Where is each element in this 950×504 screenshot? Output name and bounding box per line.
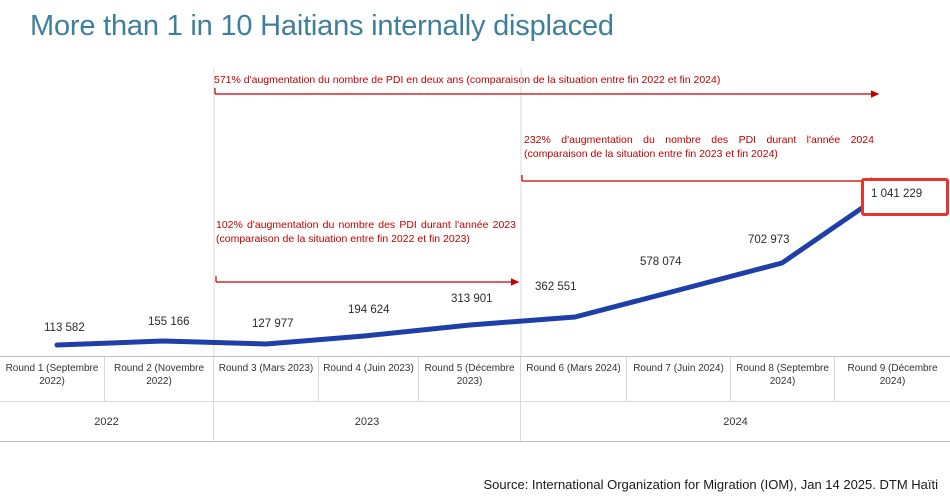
- axis-year-2023: 2023: [214, 402, 521, 441]
- axis-round-2: Round 2 (Novembre 2022): [105, 357, 214, 401]
- axis-round-8: Round 8 (Septembre 2024): [731, 357, 835, 401]
- axis-year-labels: [0, 401, 950, 441]
- data-label-round6: 362 551: [535, 281, 577, 293]
- axis-round-9: Round 9 (Décembre 2024): [847, 363, 938, 387]
- data-label-round4: 194 624: [348, 304, 390, 316]
- x-axis-table: [0, 356, 950, 442]
- source-note: Source: International Organization for Migration (IOM), Jan 14 2025. DTM Haïti: [483, 477, 938, 492]
- axis-year-2022: 2022: [0, 402, 214, 441]
- annotation-102-percent: 102% d'augmentation du nombre des PDI durant l'année 2023 (comparaison de la situation entre fin 2022 et fin 2023): [216, 219, 516, 246]
- axis-round-3: Round 3 (Mars 2023): [214, 357, 319, 401]
- axis-round-5: Round 5 (Décembre 2023): [419, 357, 521, 401]
- data-label-round5: 313 901: [451, 293, 493, 305]
- annotation-571-percent: 571% d'augmentation du nombre de PDI en deux ans (comparaison de la situation entre fin 2022 et fin 2024): [214, 74, 721, 86]
- annotation-232-percent: 232% d'augmentation du nombre des PDI durant l'année 2024 (comparaison de la situation entre fin 2023 et fin 2024): [524, 134, 874, 161]
- data-label-round8: 702 973: [748, 234, 790, 246]
- axis-round-labels: [0, 357, 950, 401]
- axis-year-2024: 2024: [723, 415, 748, 428]
- data-label-round7: 578 074: [640, 256, 682, 268]
- axis-round-4: Round 4 (Juin 2023): [319, 357, 419, 401]
- page-title: More than 1 in 10 Haitians internally displaced: [30, 10, 614, 42]
- axis-round-1: Round 1 (Septembre 2022): [0, 357, 105, 401]
- data-label-round1: 113 582: [44, 322, 85, 334]
- axis-round-6: Round 6 (Mars 2024): [521, 357, 627, 401]
- data-label-round2: 155 166: [148, 316, 190, 328]
- data-label-round9: 1 041 229: [871, 188, 923, 200]
- axis-round-7: Round 7 (Juin 2024): [627, 357, 731, 401]
- data-label-round3: 127 977: [252, 318, 294, 330]
